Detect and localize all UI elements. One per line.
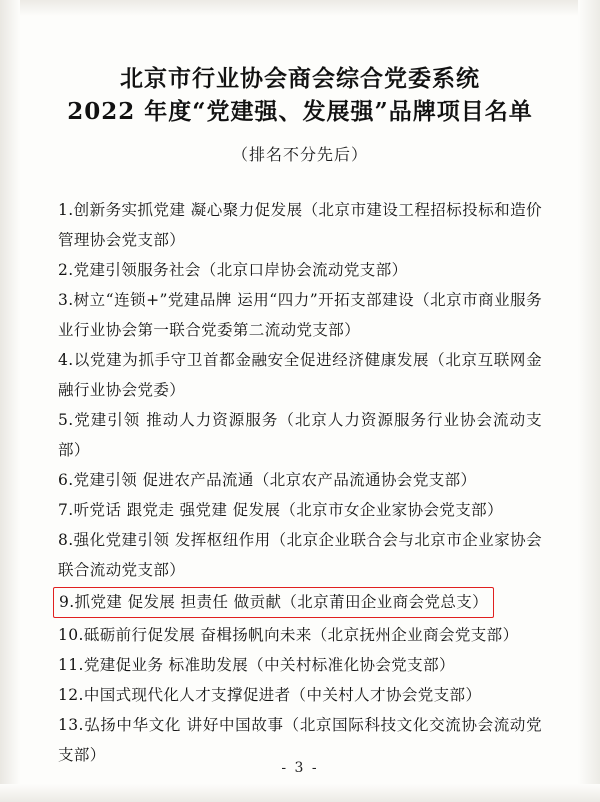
page-content xyxy=(58,0,542,802)
list-item: 12.中国式现代化人才支撑促进者（中关村人才协会党支部） xyxy=(58,686,482,704)
list-item: 2.党建引领服务社会（北京口岸协会流动党支部） xyxy=(58,261,408,279)
list-item: 11.党建促业务 标准助发展（中关村标准化协会党支部） xyxy=(58,656,455,674)
page-number: - 3 - xyxy=(281,760,319,776)
list-item: 8.强化党建引领 发挥枢纽作用（北京企业联合会与北京市企业家协会联合流动党支部） xyxy=(58,531,542,579)
list-item: 13.弘扬中华文化 讲好中国故事（北京国际科技文化交流协会流动党支部） xyxy=(58,716,542,764)
list-item: 6.党建引领 促进农产品流通（北京农产品流通协会党支部） xyxy=(58,471,477,489)
list-item: 10.砥砺前行促发展 奋楫扬帆向未来（北京抚州企业商会党支部） xyxy=(58,626,519,644)
document-subtitle: （排名不分先后） xyxy=(231,145,368,164)
list-item: 1.创新务实抓党建 凝心聚力促发展（北京市建设工程招标投标和造价管理协会党支部） xyxy=(58,201,542,249)
title-line-2: 2022 年度“党建强、发展强”品牌项目名单 xyxy=(67,98,533,125)
project-list xyxy=(58,195,542,770)
page-edge-shadow-left xyxy=(0,0,20,802)
document-title xyxy=(58,0,542,128)
list-item: 5.党建引领 推动人力资源服务（北京人力资源服务行业协会流动支部） xyxy=(58,411,542,459)
list-item: 3.树立“连锁+”党建品牌 运用“四力”开拓支部建设（北京市商业服务业行业协会第一联合党委第二流动党支部） xyxy=(58,291,542,339)
highlighted-list-item: 9.抓党建 促发展 担责任 做贡献（北京莆田企业商会党总支） xyxy=(53,587,494,618)
page-edge-shadow-right xyxy=(578,0,600,802)
title-line-1: 北京市行业协会商会综合党委系统 xyxy=(120,65,480,92)
list-item: 4.以党建为抓手守卫首都金融安全促进经济健康发展（北京互联网金融行业协会党委） xyxy=(58,351,542,399)
list-item: 7.听党话 跟党走 强党建 促发展（北京市女企业家协会党支部） xyxy=(58,501,503,519)
highlighted-list-item-wrapper xyxy=(58,585,542,620)
